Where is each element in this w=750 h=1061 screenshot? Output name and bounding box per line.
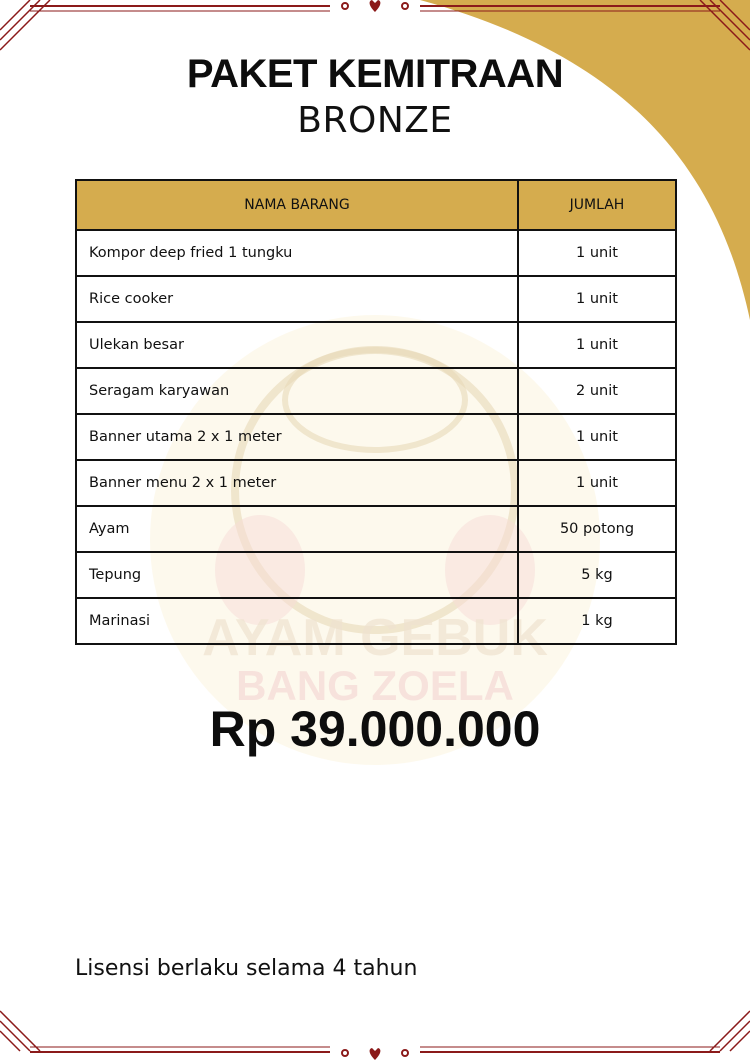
license-note: Lisensi berlaku selama 4 tahun (75, 956, 418, 981)
table-row (76, 368, 676, 414)
item-quantity: 5 kg (518, 552, 676, 598)
item-quantity: 1 unit (518, 414, 676, 460)
table-row (76, 506, 676, 552)
header-quantity: JUMLAH (518, 180, 676, 230)
page-title: PAKET KEMITRAAN (186, 52, 564, 96)
item-quantity: 50 potong (518, 506, 676, 552)
item-name: Rice cooker (76, 276, 518, 322)
heart-icon-bottom (370, 1048, 381, 1060)
table-row (76, 276, 676, 322)
item-name: Banner menu 2 x 1 meter (76, 460, 518, 506)
table-row (76, 460, 676, 506)
item-quantity: 1 kg (518, 598, 676, 644)
item-name: Seragam karyawan (76, 368, 518, 414)
bottom-border-ornament (0, 1011, 750, 1056)
table-header-row (76, 180, 676, 230)
items-table (75, 179, 677, 645)
table-row (76, 552, 676, 598)
table-row (76, 230, 676, 276)
item-name: Tepung (76, 552, 518, 598)
item-name: Banner utama 2 x 1 meter (76, 414, 518, 460)
item-quantity: 1 unit (518, 460, 676, 506)
item-quantity: 1 unit (518, 322, 676, 368)
table-row (76, 322, 676, 368)
table-row (76, 598, 676, 644)
header-item-name: NAMA BARANG (76, 180, 518, 230)
watermark-text-2: BANG ZOELA (236, 662, 514, 709)
item-quantity: 2 unit (518, 368, 676, 414)
item-quantity: 1 unit (518, 230, 676, 276)
item-name: Ayam (76, 506, 518, 552)
item-name: Ulekan besar (76, 322, 518, 368)
item-quantity: 1 unit (518, 276, 676, 322)
watermark-text-1: AYAM GEBUK (202, 609, 548, 667)
item-name: Kompor deep fried 1 tungku (76, 230, 518, 276)
package-name: BRONZE (297, 100, 453, 141)
item-name: Marinasi (76, 598, 518, 644)
heart-icon (370, 0, 381, 12)
package-price: Rp 39.000.000 (209, 701, 541, 757)
table-row (76, 414, 676, 460)
